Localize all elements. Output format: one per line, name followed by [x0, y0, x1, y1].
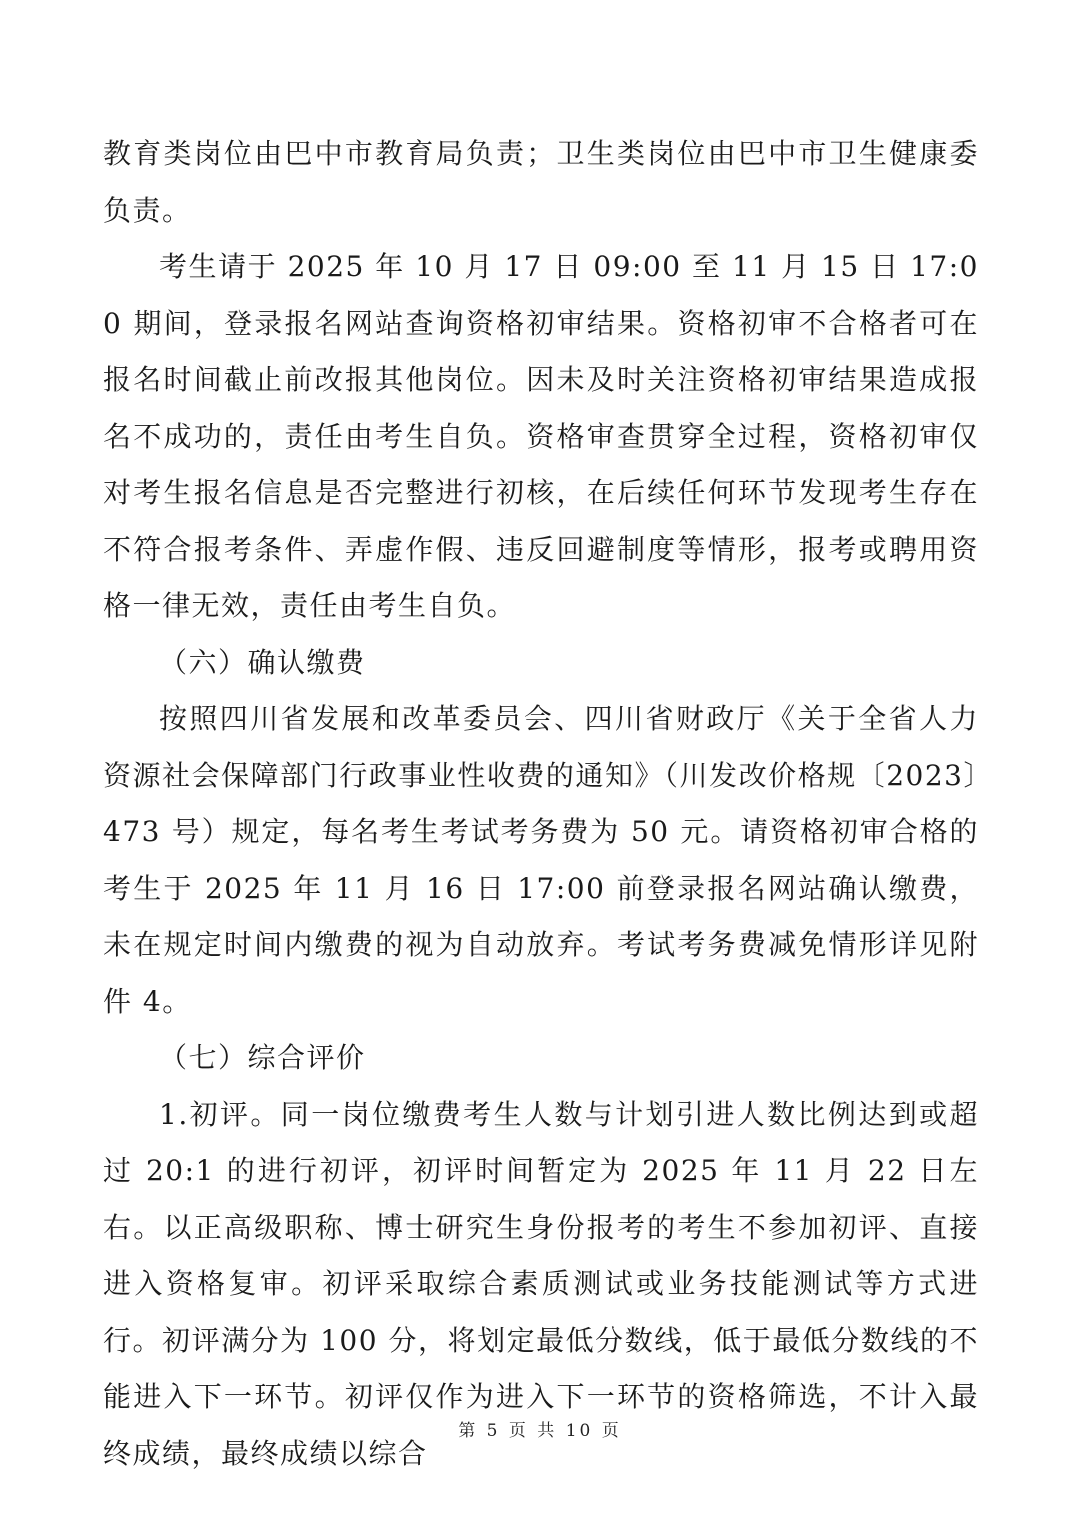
paragraph-qualification-review: 考生请于 2025 年 10 月 17 日 09:00 至 11 月 15 日 17:00 期间，登录报名网站查询资格初审结果。资格初审不合格者可在报名时间截止前改报其他岗位。因未及时关注资格初审结果造成报名不成功的，责任由考生自负。资格审查贯穿全过程，资格初审仅对考生报名信息是否完整进行初核，在后续任何环节发现考生存在不符合报考条件、弄虚作假、违反回避制度等情形，报考或聘用资格一律无效，责任由考生自负。	[103, 250, 979, 622]
paragraph-responsibility: 教育类岗位由巴中市教育局负责；卫生类岗位由巴中市卫生健康委负责。	[103, 137, 979, 227]
paragraph-payment: 按照四川省发展和改革委员会、四川省财政厅《关于全省人力资源社会保障部门行政事业性收费的通知》（川发改价格规〔2023〕473 号）规定，每名考生考试考务费为 50 元。请资格初审合格的考生于 2025 年 11 月 16 日 17:00 前登录报名网站确认缴费，未在规定时间内缴费的视为自动放弃。考试考务费减免情形详见附件 4。	[103, 702, 979, 1018]
document-body	[103, 126, 979, 1482]
section-heading-evaluation: （七）综合评价	[159, 1041, 366, 1074]
page-number-footer: 第 5 页 共 10 页	[458, 1421, 622, 1441]
section-heading-payment: （六）确认缴费	[159, 645, 366, 679]
paragraph-initial-evaluation: 1.初评。同一岗位缴费考生人数与计划引进人数比例达到或超过 20:1 的进行初评，初评时间暂定为 2025 年 11 月 22 日左右。以正高级职称、博士研究生身份报考的考生不参加初评、直接进入资格复审。初评采取综合素质测试或业务技能测试等方式进行。初评满分为 100 分，将划定最低分数线，低于最低分数线的不能进入下一环节。初评仅作为进入下一环节的资格筛选，不计入最终成绩，最终成绩以综合	[103, 1097, 979, 1470]
